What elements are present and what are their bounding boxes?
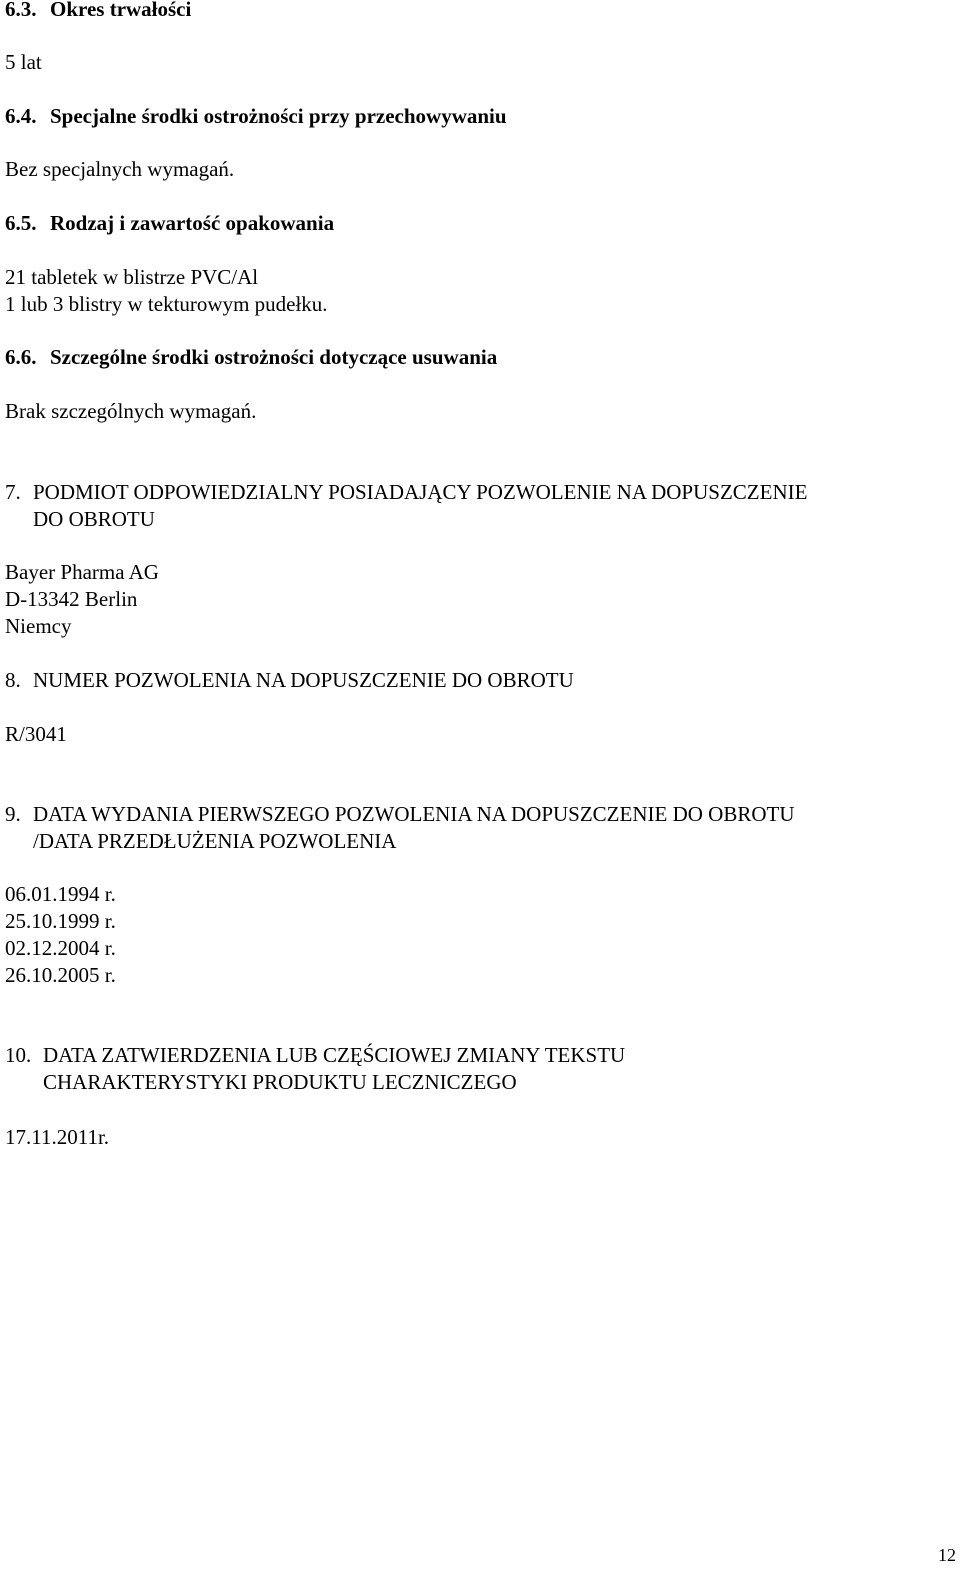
heading-title: Szczególne środki ostrożności dotyczące usuwania [50, 345, 498, 369]
heading-title: Rodzaj i zawartość opakowania [50, 211, 335, 235]
heading-6-4 [5, 103, 507, 130]
section-6-6-body: Brak szczególnych wymagań. [5, 399, 257, 423]
heading-number: 6.3. [5, 0, 37, 21]
date-item: 25.10.1999 r. [5, 909, 116, 933]
section-6-5-body-line-2: 1 lub 3 blistry w tekturowym pudełku. [5, 292, 328, 316]
heading-title: NUMER POZWOLENIA NA DOPUSZCZENIE DO OBROTU [33, 668, 574, 692]
company-name: Bayer Pharma AG [5, 560, 159, 584]
heading-7-line-2: DO OBROTU [33, 507, 155, 531]
section-6-4-body: Bez specjalnych wymagań. [5, 157, 235, 181]
date-item: 02.12.2004 r. [5, 936, 116, 960]
heading-title-line-1: PODMIOT ODPOWIEDZIALNY POSIADAJĄCY POZWOLENIE NA DOPUSZCZENIE [33, 480, 808, 504]
heading-number: 9. [5, 802, 21, 826]
heading-7 [5, 479, 807, 506]
heading-8 [5, 667, 574, 694]
heading-9-line-2: /DATA PRZEDŁUŻENIA POZWOLENIA [33, 829, 397, 853]
heading-6-3 [5, 0, 191, 23]
heading-number: 6.5. [5, 211, 37, 235]
heading-number: 10. [5, 1043, 32, 1067]
page-number: 12 [938, 1545, 956, 1565]
section-6-5-body-line-1: 21 tabletek w blistrze PVC/Al [5, 265, 259, 289]
company-address: D-13342 Berlin [5, 587, 138, 611]
approval-date: 17.11.2011r. [5, 1125, 110, 1149]
company-country: Niemcy [5, 614, 72, 638]
heading-number: 6.4. [5, 104, 37, 128]
section-6-3-body: 5 lat [5, 50, 42, 74]
heading-9 [5, 801, 795, 828]
authorization-number: R/3041 [5, 722, 67, 746]
heading-6-5 [5, 210, 334, 237]
date-item: 06.01.1994 r. [5, 882, 116, 906]
heading-number: 7. [5, 480, 21, 504]
date-item: 26.10.2005 r. [5, 963, 116, 987]
heading-number: 6.6. [5, 345, 37, 369]
heading-title: Specjalne środki ostrożności przy przechowywaniu [50, 104, 507, 128]
heading-title-line-1: DATA WYDANIA PIERWSZEGO POZWOLENIA NA DOPUSZCZENIE DO OBROTU [33, 802, 795, 826]
heading-title: Okres trwałości [50, 0, 192, 21]
heading-number: 8. [5, 668, 21, 692]
heading-10-line-2: CHARAKTERYSTYKI PRODUKTU LECZNICZEGO [43, 1070, 517, 1094]
heading-title-line-1: DATA ZATWIERDZENIA LUB CZĘŚCIOWEJ ZMIANY TEKSTU [43, 1043, 626, 1067]
heading-6-6 [5, 344, 497, 371]
heading-10 [5, 1042, 625, 1069]
